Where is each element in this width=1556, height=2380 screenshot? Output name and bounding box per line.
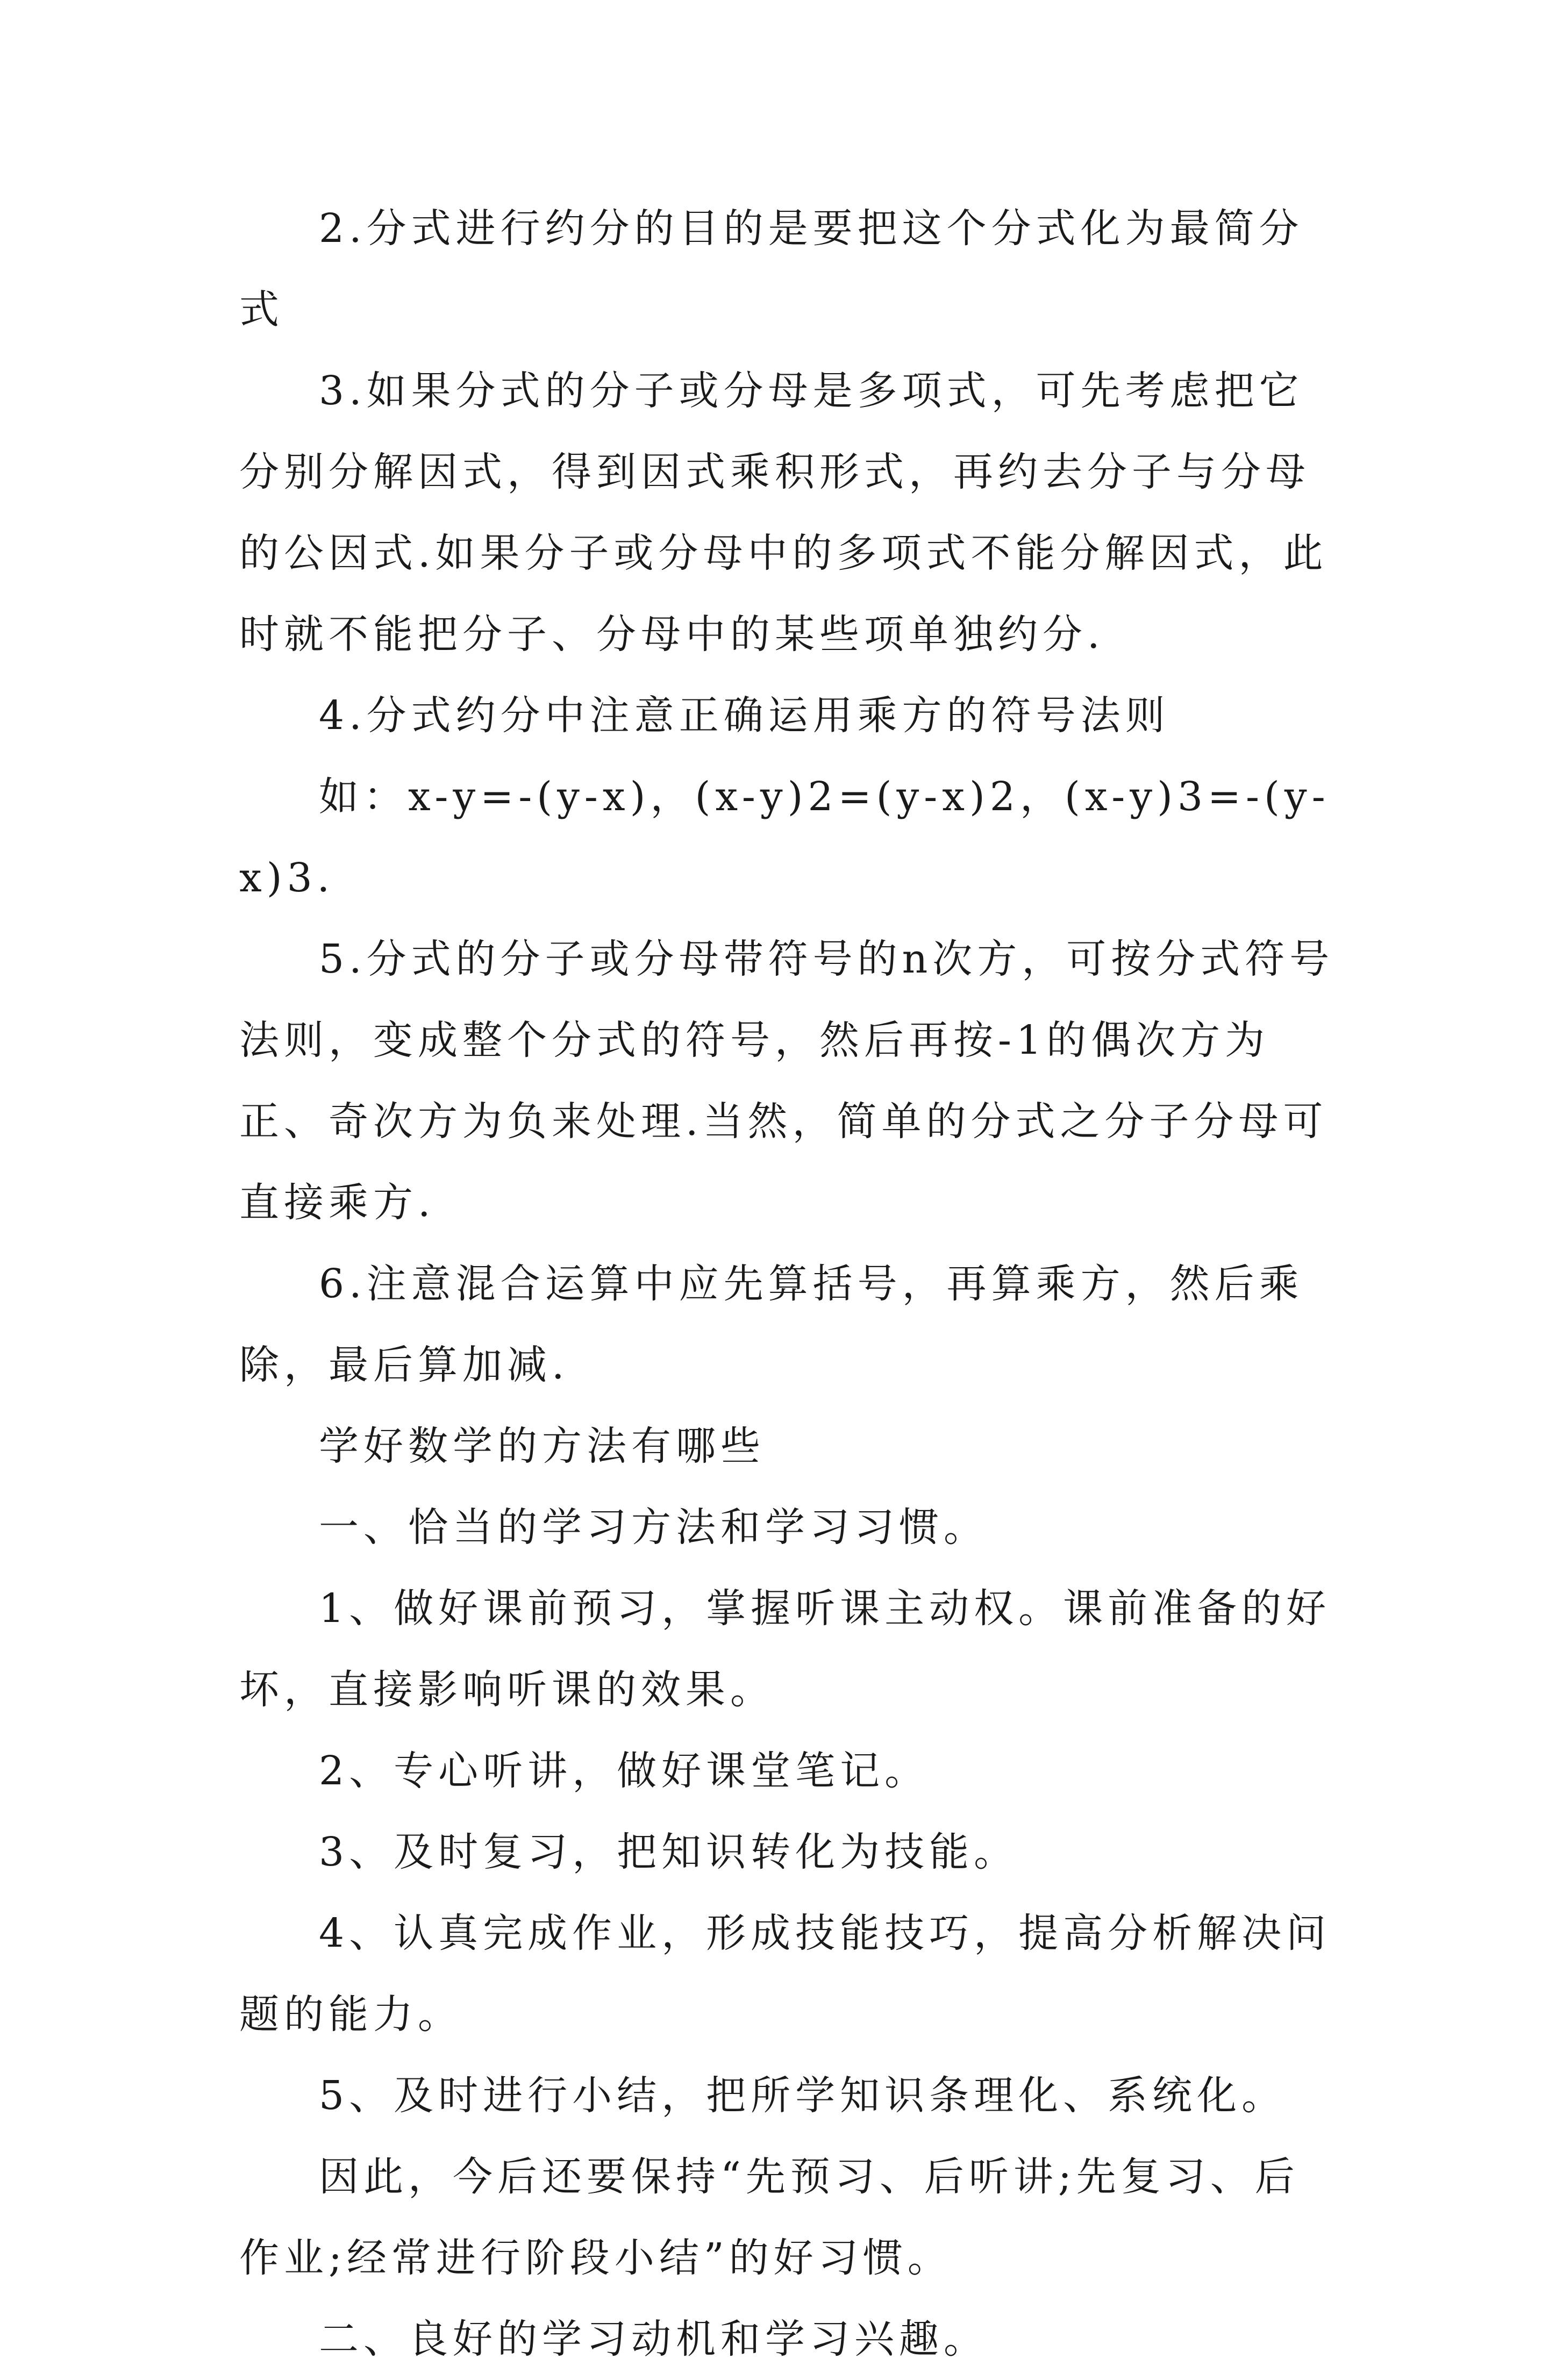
document-page xyxy=(239,188,1336,2380)
paragraph: 5、及时进行小结，把所学知识条理化、系统化。 xyxy=(319,2072,1287,2119)
paragraph: 3、及时复习，把知识转化为技能。 xyxy=(319,1829,1019,1875)
paragraph: 1、做好课前预习，掌握听课主动权。课前准备的好坏，直接影响听课的效果。 xyxy=(239,1585,1331,1713)
paragraph: 4、认真完成作业，形成技能技巧，提高分析解决问题的能力。 xyxy=(239,1910,1331,2038)
paragraph: 5.分式的分子或分母带符号的n次方，可按分式符号法则，变成整个分式的符号，然后再按-1的偶次方为正、奇次方为负来处理.当然，简单的分式之分子分母可直接乘方. xyxy=(239,936,1334,1226)
paragraph: 因此，今后还要保持“先预习、后听讲;先复习、后作业;经常进行阶段小结”的好习惯。 xyxy=(239,2154,1300,2281)
paragraph: 2、专心听讲，做好课堂笔记。 xyxy=(319,1748,930,1794)
paragraph: 一、恰当的学习方法和学习习惯。 xyxy=(319,1504,988,1550)
paragraph: 2.分式进行约分的目的是要把这个分式化为最简分式 xyxy=(239,205,1304,333)
paragraph: 二、良好的学习动机和学习兴趣。 xyxy=(319,2316,988,2362)
section-heading: 学好数学的方法有哪些 xyxy=(319,1423,765,1469)
paragraph: 6.注意混合运算中应先算括号，再算乘方，然后乘除，最后算加减. xyxy=(239,1261,1304,1388)
paragraph: 4.分式约分中注意正确运用乘方的符号法则 xyxy=(319,692,1170,739)
paragraph: 3.如果分式的分子或分母是多项式，可先考虑把它分别分解因式，得到因式乘积形式，再约去分子与分母的公因式.如果分子或分母中的多项式不能分解因式，此时就不能把分子、分母中的某些项单独约分. xyxy=(239,368,1328,657)
paragraph: 如：x-y=-(y-x)，(x-y)2=(y-x)2，(x-y)3=-(y-x)3. xyxy=(239,774,1330,901)
